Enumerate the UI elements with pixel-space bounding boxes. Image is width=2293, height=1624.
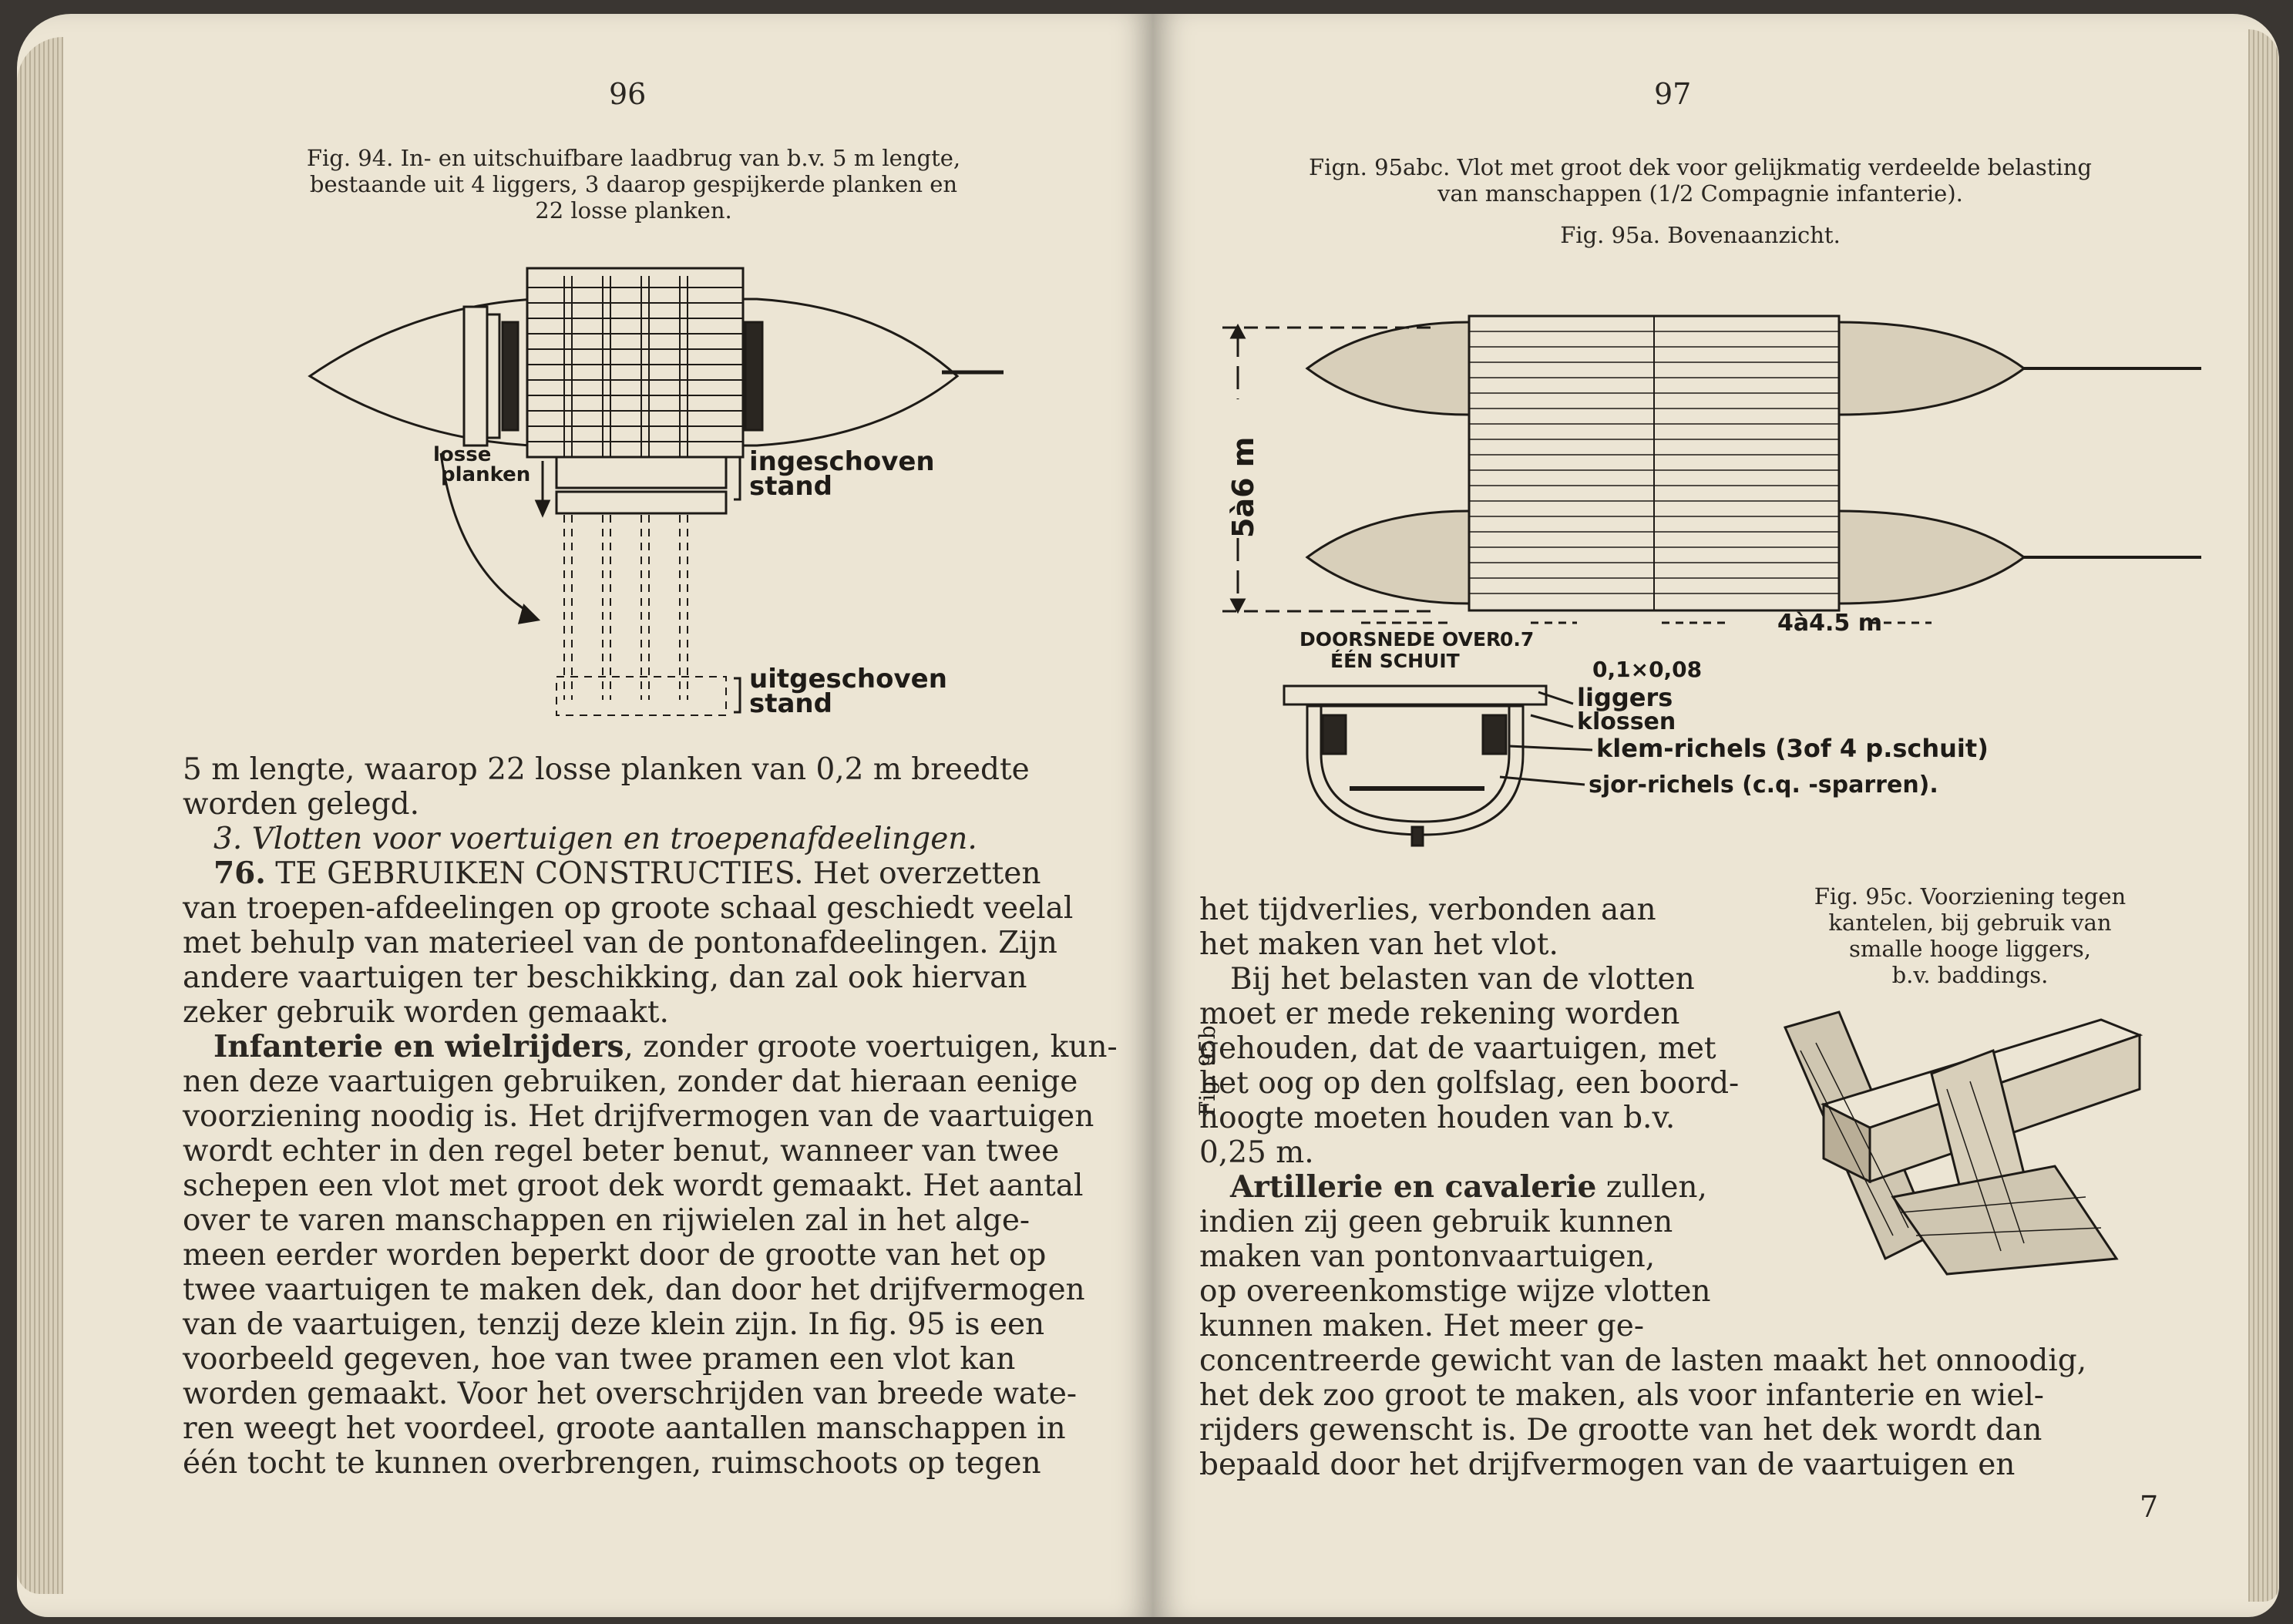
body-line: andere vaartuigen ter beschikking, dan zal ook hiervan	[183, 960, 1027, 995]
figure-95-caption: Fign. 95abc. Vlot met groot dek voor gelijkmatig verdeelde belasting van manschappen (1/2 Compagnie infanterie).	[1309, 154, 2092, 207]
body-line: worden gemaakt. Voor het overschrijden van breede wate-	[183, 1377, 1078, 1411]
body-line: Artillerie en cavalerie zullen,	[1230, 1169, 1707, 1205]
svg-text:losse: losse	[433, 443, 492, 466]
left-page	[17, 14, 1153, 1617]
body-line: maken van pontonvaartuigen,	[1199, 1239, 1656, 1274]
body-line: gehouden, dat de vaartuigen, met	[1199, 1031, 1716, 1066]
body-line: over te varen manschappen en rijwielen zal in het alge-	[183, 1203, 1031, 1238]
body-line: meen eerder worden beperkt door de grootte van het op	[183, 1238, 1047, 1273]
body-line: twee vaartuigen te maken dek, dan door het drijfvermogen	[183, 1273, 1085, 1307]
svg-text:ÉÉN SCHUIT: ÉÉN SCHUIT	[1330, 650, 1460, 672]
label-sjor-richels: sjor-richels (c.q. -sparren).	[1589, 772, 1938, 799]
open-book	[17, 14, 2279, 1617]
section-heading: 3. Vlotten voor voertuigen en troepenafdeelingen.	[213, 822, 977, 856]
body-line: het oog op den golfslag, een boord-	[1199, 1066, 1740, 1101]
figure-95c-drawing	[1777, 1004, 2147, 1282]
section-deck	[1284, 686, 1546, 704]
label-ingeschoven: ingeschoven	[749, 446, 935, 477]
fig-95b-caption: Fig. 95b.	[1195, 1018, 1220, 1116]
figure-94-caption: Fig. 94. In- en uitschuifbare laadbrug van b.v. 5 m lengte, bestaande uit 4 liggers, 3 daarop gespijkerde planken en 22 losse planken.	[306, 145, 961, 224]
body-line: het maken van het vlot.	[1199, 927, 1558, 962]
label-klem-richels: klem-richels (3of 4 p.schuit)	[1596, 734, 1989, 763]
body-line: voorbeeld gegeven, hoe van twee pramen een vlot kan	[183, 1342, 1016, 1377]
body-line: nen deze vaartuigen gebruiken, zonder dat hieraan eenige	[183, 1064, 1078, 1099]
extended-frame	[556, 457, 726, 488]
loading-ramp	[527, 268, 743, 457]
body-line: wordt echter in den regel beter benut, wanneer van twee	[183, 1134, 1060, 1168]
page-number-right: 97	[1654, 77, 1692, 111]
body-line: ren weegt het voordeel, groote aantallen manschappen in	[183, 1411, 1066, 1446]
ramp-end-plate	[464, 307, 487, 446]
signature-mark: 7	[2140, 1490, 2159, 1524]
dim-beam: 0,1×0,08	[1592, 657, 1703, 682]
svg-text:stand: stand	[749, 471, 832, 502]
body-line: schepen een vlot met groot dek wordt gemaakt. Het aantal	[183, 1168, 1084, 1203]
body-line: het tijdverlies, verbonden aan	[1199, 893, 1656, 927]
figure-95a-caption: Fig. 95a. Bovenaanzicht.	[1560, 222, 1841, 248]
right-page	[1153, 14, 2279, 1617]
cleat-right	[745, 322, 762, 430]
body-line: Infanterie en wielrijders, zonder groote voertuigen, kun-	[213, 1029, 1118, 1064]
label-uitgeschoven: uitgeschoven	[749, 664, 947, 694]
label-liggers: liggers	[1577, 683, 1673, 712]
body-line: op overeenkomstige wijze vlotten	[1199, 1274, 1711, 1309]
body-line: van de vaartuigen, tenzij deze klein zijn. In fig. 95 is een	[183, 1307, 1045, 1342]
body-line: het dek zoo groot te maken, als voor infanterie en wiel-	[1199, 1378, 2044, 1413]
dim-gap: 0.7	[1500, 628, 1535, 651]
section-label: DOORSNEDE OVER	[1299, 628, 1501, 651]
body-line: concentreerde gewicht van de lasten maakt het onnoodig,	[1199, 1343, 2087, 1378]
dim-length: 4à4.5 m	[1777, 610, 1882, 637]
paragraph-heading: 76. TE GEBRUIKEN CONSTRUCTIES. Het overzetten	[213, 856, 1041, 891]
body-line: rijders gewenscht is. De grootte van het dek wordt dan	[1199, 1413, 2043, 1447]
page-edges-left	[17, 37, 63, 1594]
body-line: voorziening noodig is. Het drijfvermogen van de vaartuigen	[183, 1099, 1094, 1134]
body-line: indien zij geen gebruik kunnen	[1199, 1205, 1673, 1239]
body-line: bepaald door het drijfvermogen van de vaartuigen en	[1199, 1447, 2016, 1482]
page-number-left: 96	[609, 77, 647, 111]
body-line: van troepen-afdeelingen op groote schaal geschiedt veelal	[183, 891, 1074, 926]
body-line: één tocht te kunnen overbrengen, ruimschoots op tegen	[183, 1446, 1041, 1481]
figure-94-drawing	[279, 245, 973, 746]
body-line: kunnen maken. Het meer ge-	[1199, 1309, 1645, 1343]
svg-text:planken: planken	[441, 463, 531, 486]
body-line: 5 m lengte, waarop 22 losse planken van 0,2 m breedte	[183, 752, 1030, 787]
svg-text:stand: stand	[749, 688, 832, 719]
figure-95c-caption: Fig. 95c. Voorziening tegen kantelen, bij gebruik van smalle hooge liggers, b.v. baddings.	[1814, 883, 2127, 988]
label-klossen: klossen	[1577, 708, 1676, 735]
body-line: zeker gebruik worden gemaakt.	[183, 995, 669, 1030]
body-line: met behulp van materieel van de pontonafdeelingen. Zijn	[183, 926, 1057, 960]
body-line: moet er mede rekening worden	[1199, 997, 1680, 1031]
dim-width: 5à6 m	[1226, 436, 1260, 538]
cleat-left	[503, 322, 518, 430]
body-line: Bij het belasten van de vlotten	[1230, 962, 1695, 997]
body-line: hoogte moeten houden van b.v.	[1199, 1101, 1676, 1135]
body-line: 0,25 m.	[1199, 1135, 1314, 1170]
body-line: worden gelegd.	[183, 787, 419, 822]
page-edges-right	[2248, 29, 2279, 1602]
